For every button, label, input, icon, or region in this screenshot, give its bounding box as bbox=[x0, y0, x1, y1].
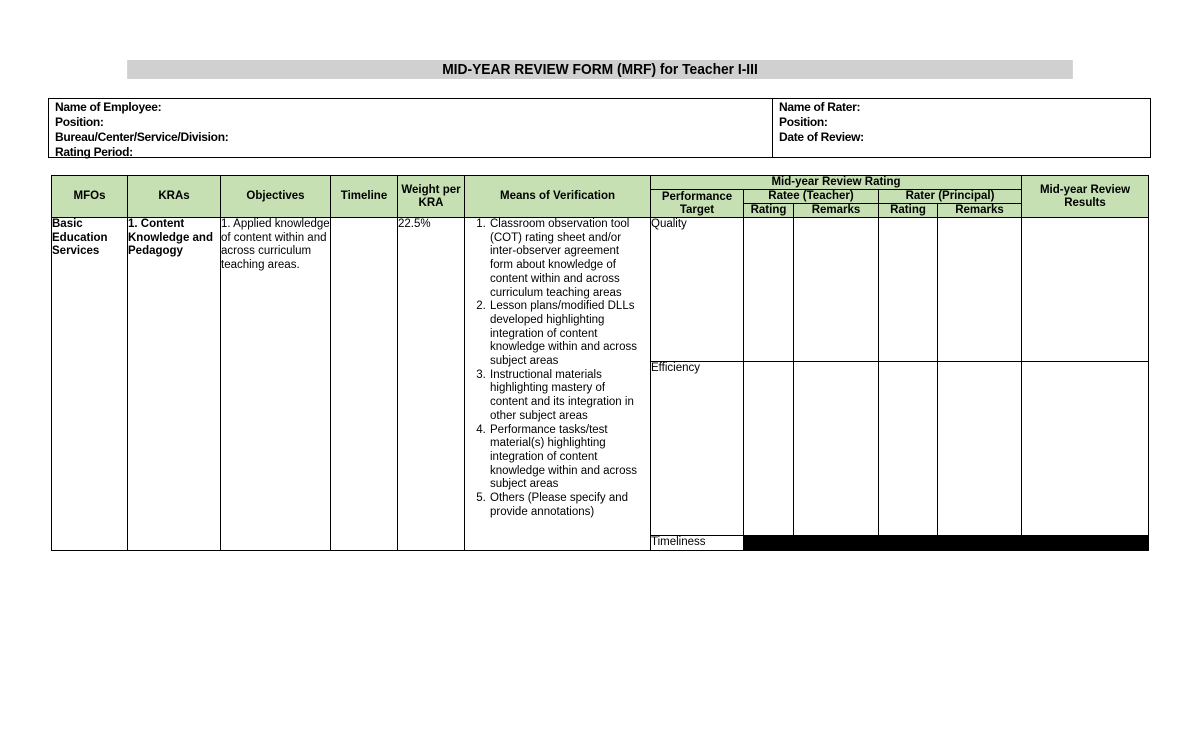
efficiency-ratee-remarks[interactable] bbox=[794, 362, 879, 536]
header-mov: Means of Verification bbox=[465, 176, 651, 218]
header-ratee-remarks: Remarks bbox=[794, 204, 879, 218]
header-midyear-rating: Mid-year Review Rating bbox=[651, 176, 1022, 190]
quality-ratee-remarks[interactable] bbox=[794, 218, 879, 362]
header-rater-remarks: Remarks bbox=[938, 204, 1022, 218]
weight-text: 22.5% bbox=[398, 218, 431, 230]
header-ratee: Ratee (Teacher) bbox=[744, 190, 879, 204]
rater-info bbox=[773, 99, 1150, 157]
target-efficiency: Efficiency bbox=[651, 362, 744, 536]
review-date-label: Date of Review: bbox=[779, 130, 864, 144]
mfo-text: Basic Education Services bbox=[52, 218, 108, 258]
header-mfos: MFOs bbox=[52, 176, 128, 218]
rater-name-label: Name of Rater: bbox=[779, 100, 861, 114]
employee-info-box bbox=[48, 98, 1151, 158]
header-kras: KRAs bbox=[128, 176, 221, 218]
header-timeline: Timeline bbox=[331, 176, 398, 218]
header-results: Mid-year Review Results bbox=[1022, 176, 1149, 218]
quality-rater-remarks[interactable] bbox=[938, 218, 1022, 362]
mov-list bbox=[465, 218, 650, 519]
header-rater: Rater (Principal) bbox=[879, 190, 1022, 204]
quality-rater-rating[interactable] bbox=[879, 218, 938, 362]
objective-cell bbox=[221, 218, 331, 551]
bureau-label: Bureau/Center/Service/Division: bbox=[55, 130, 229, 144]
header-objectives: Objectives bbox=[221, 176, 331, 218]
efficiency-results[interactable] bbox=[1022, 362, 1149, 536]
quality-ratee-rating[interactable] bbox=[744, 218, 794, 362]
efficiency-ratee-rating[interactable] bbox=[744, 362, 794, 536]
header-weight: Weight per KRA bbox=[398, 176, 465, 218]
timeliness-blocked-cells bbox=[744, 536, 1149, 551]
efficiency-rater-remarks[interactable] bbox=[938, 362, 1022, 536]
mov-item: 3. Instructional materials highlighting mastery of content and its integration in other subject areas bbox=[489, 369, 644, 424]
review-table bbox=[51, 175, 1149, 551]
mfo-cell bbox=[52, 218, 128, 551]
employee-name-label: Name of Employee: bbox=[55, 100, 162, 114]
rating-period-label: Rating Period: bbox=[55, 145, 133, 159]
mov-item: 4. Performance tasks/test material(s) highlighting integration of content knowledge within and across subject areas bbox=[489, 424, 644, 493]
efficiency-rater-rating[interactable] bbox=[879, 362, 938, 536]
mov-cell bbox=[465, 218, 651, 551]
target-quality: Quality bbox=[651, 218, 744, 362]
quality-results[interactable] bbox=[1022, 218, 1149, 362]
timeline-cell bbox=[331, 218, 398, 551]
kra-cell bbox=[128, 218, 221, 551]
target-timeliness: Timeliness bbox=[651, 536, 744, 551]
weight-cell bbox=[398, 218, 465, 551]
header-rater-rating: Rating bbox=[879, 204, 938, 218]
header-ratee-rating: Rating bbox=[744, 204, 794, 218]
mov-item: 2. Lesson plans/modified DLLs developed highlighting integration of content knowledge within and across subject areas bbox=[489, 300, 644, 369]
form-title: MID-YEAR REVIEW FORM (MRF) for Teacher I-III bbox=[127, 60, 1073, 79]
header-performance-target: Performance Target bbox=[651, 190, 744, 218]
kra-text: 1. Content Knowledge and Pedagogy bbox=[128, 218, 213, 258]
mov-item: 5. Others (Please specify and provide annotations) bbox=[489, 492, 644, 519]
employee-info bbox=[49, 99, 773, 157]
objective-text: 1. Applied knowledge of content within and across curriculum teaching areas. bbox=[221, 218, 330, 272]
rater-position-label: Position: bbox=[779, 115, 828, 129]
mov-item: 1. Classroom observation tool (COT) rating sheet and/or inter-observer agreement form about knowledge of content within and across curriculum teaching areas bbox=[489, 218, 644, 300]
employee-position-label: Position: bbox=[55, 115, 104, 129]
